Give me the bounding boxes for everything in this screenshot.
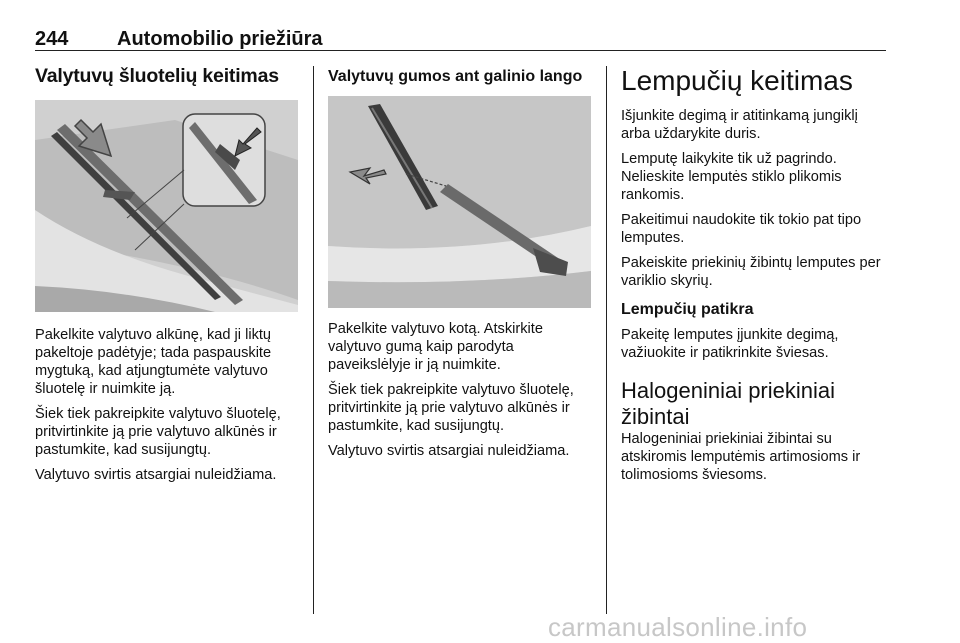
rear-window-wiper-illustration [328, 96, 591, 308]
windshield-wiper-blade-illustration [35, 100, 298, 312]
sub-heading-bulb-check: Lempučių patikra [621, 301, 754, 318]
halogen-paragraph: Halogeniniai priekiniai žibintai su atskiromis lemputėmis artimosioms ir tolimosioms šviesoms. [621, 431, 861, 483]
rear-wiper-paragraph-3: Valytuvo svirtis atsargiai nuleidžiama. [328, 443, 570, 459]
column-bulb-replacement [621, 64, 889, 491]
column-divider-2 [606, 66, 607, 614]
column-divider-1 [313, 66, 314, 614]
section-heading-rear-wiper: Valytuvų gumos ant galinio lango [328, 68, 583, 85]
section-heading-bulb-replacement: Lempučių keitimas [621, 65, 853, 96]
bulb-paragraph-3: Pakeitimui naudokite tik tokio pat tipo lemputes. [621, 212, 862, 246]
header-rule [35, 50, 886, 51]
rear-wiper-paragraph-1: Pakelkite valytuvo kotą. Atskirkite valytuvo gumą kaip parodyta paveikslėlyje ir ją nuimkite. [328, 321, 543, 373]
wiper-blade-paragraph-3: Valytuvo svirtis atsargiai nuleidžiama. [35, 467, 277, 483]
column-wiper-blade [35, 64, 301, 491]
bulb-paragraph-1: Išjunkite degimą ir atitinkamą jungiklį arba uždarykite duris. [621, 108, 858, 142]
chapter-title: Automobilio priežiūra [117, 28, 323, 50]
section-heading-halogen-headlights: Halogeniniai priekiniai žibintai [621, 378, 836, 429]
wiper-blade-paragraph-2: Šiek tiek pakreipkite valytuvo šluotelę, pritvirtinkite ją prie valytuvo alkūnės ir pastumkite, kad susijungtų. [35, 406, 281, 458]
column-rear-wiper [328, 64, 594, 467]
bulb-check-paragraph: Pakeitę lemputes įjunkite degimą, važiuokite ir patikrinkite šviesas. [621, 327, 839, 361]
page-number: 244 [35, 28, 69, 50]
wiper-blade-paragraph-1: Pakelkite valytuvo alkūnę, kad ji liktų pakeltoje padėtyje; tada paspauskite mygtuką, kad atjungtumėte valytuvo šluotelę ir nuimkite ją. [35, 327, 272, 397]
bulb-paragraph-4: Pakeiskite priekinių žibintų lemputes per variklio skyrių. [621, 255, 881, 289]
bulb-paragraph-2: Lemputę laikykite tik už pagrindo. Nelieskite lemputės stiklo plikomis rankomis. [621, 151, 842, 203]
rear-wiper-paragraph-2: Šiek tiek pakreipkite valytuvo šluotelę, pritvirtinkite ją prie valytuvo alkūnės ir pastumkite, kad susijungtų. [328, 382, 574, 434]
watermark: carmanualsonline.info [548, 612, 808, 642]
page-header [35, 28, 885, 52]
section-heading-wiper-blade: Valytuvų šluotelių keitimas [35, 65, 279, 87]
